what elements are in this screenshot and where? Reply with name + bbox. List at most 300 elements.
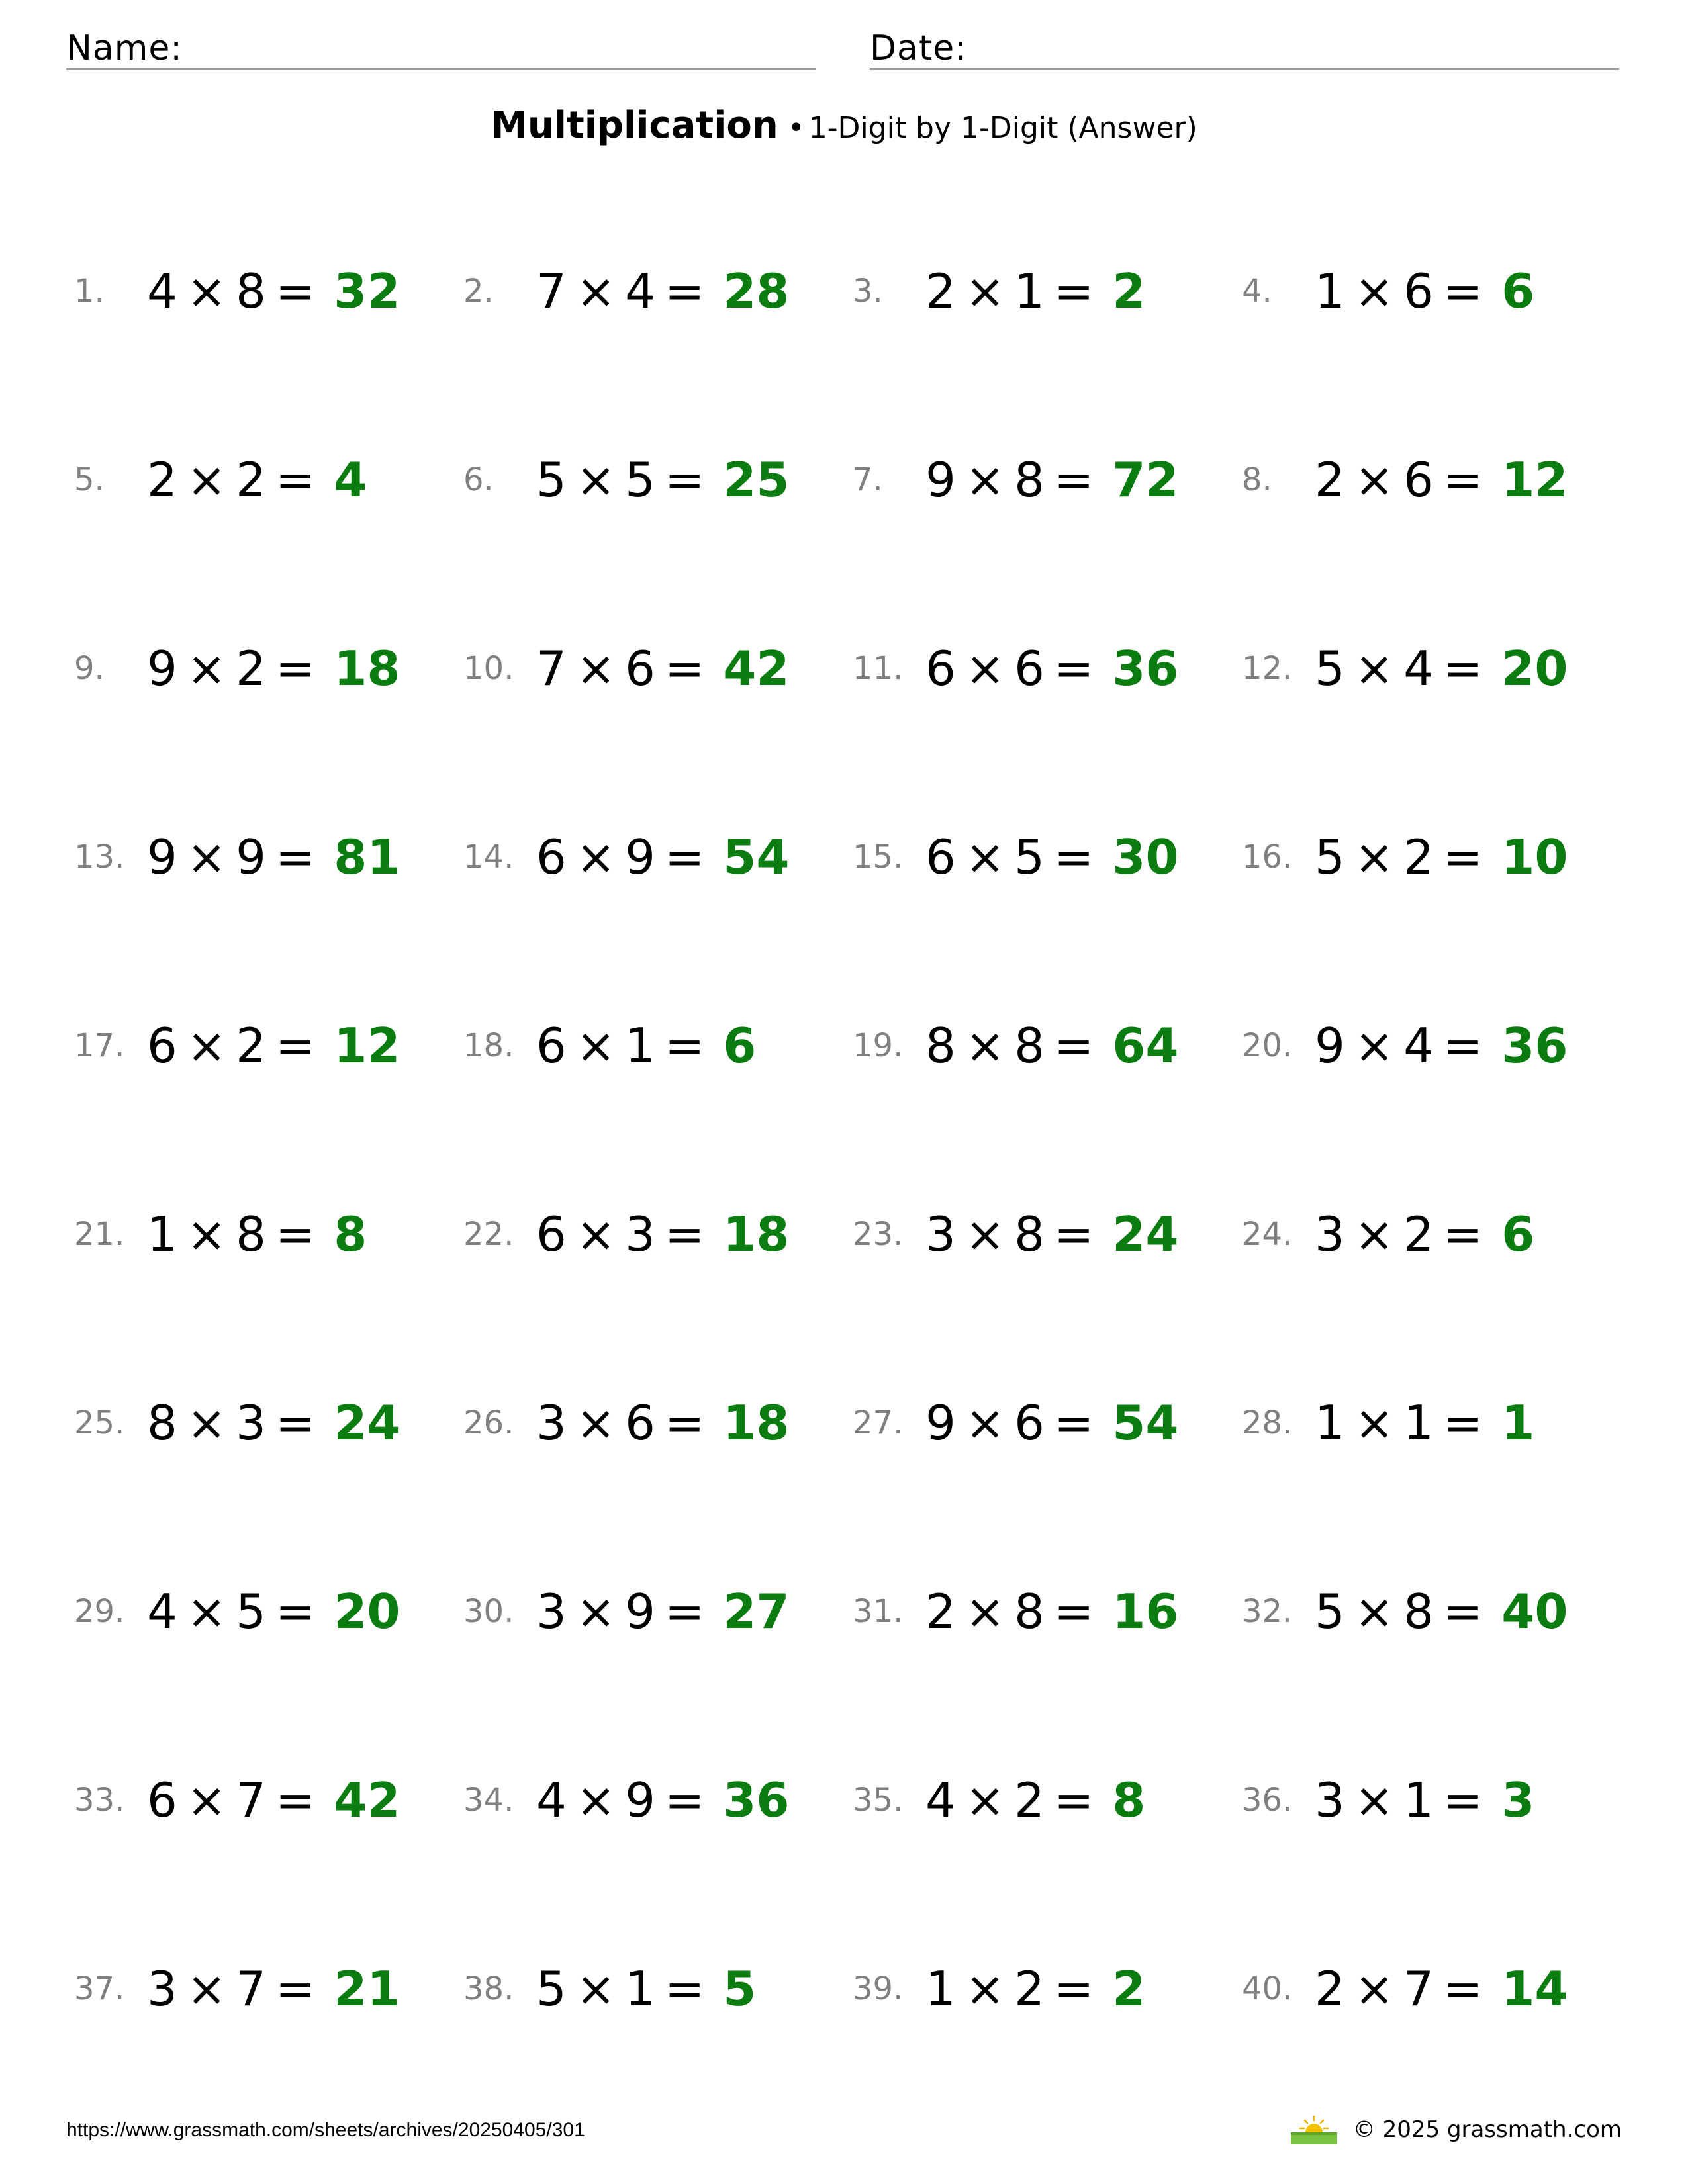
operand-a: 4 xyxy=(147,263,177,319)
problem-number: 36. xyxy=(1242,1782,1293,1819)
times-sign: × xyxy=(1354,1206,1395,1262)
problem-item xyxy=(463,1956,853,2144)
grass-sun-logo-icon xyxy=(1291,2115,1337,2144)
equals-sign: = xyxy=(1053,1584,1094,1639)
operand-a: 2 xyxy=(925,263,956,319)
equals-sign: = xyxy=(664,1395,705,1451)
problem-expression xyxy=(147,1772,400,1828)
problem-number: 23. xyxy=(853,1216,904,1253)
answer: 20 xyxy=(334,1584,400,1639)
problem-expression xyxy=(536,1961,757,2017)
operand-a: 6 xyxy=(147,1772,177,1828)
equals-sign: = xyxy=(1053,1018,1094,1073)
operand-a: 3 xyxy=(1315,1206,1345,1262)
problem-number: 18. xyxy=(463,1027,514,1064)
operand-b: 8 xyxy=(1014,1206,1045,1262)
problem-item xyxy=(74,1578,463,1767)
operand-b: 6 xyxy=(1403,452,1434,508)
answer: 5 xyxy=(723,1961,757,2017)
times-sign: × xyxy=(186,1772,227,1828)
problem-number: 35. xyxy=(853,1782,904,1819)
answer: 28 xyxy=(723,263,790,319)
operand-a: 5 xyxy=(1315,1584,1345,1639)
answer: 27 xyxy=(723,1584,790,1639)
operand-a: 6 xyxy=(536,1206,567,1262)
operand-b: 5 xyxy=(1014,829,1045,885)
problem-expression xyxy=(147,1395,400,1451)
answer: 40 xyxy=(1501,1584,1568,1639)
operand-b: 8 xyxy=(1014,452,1045,508)
answer: 72 xyxy=(1112,452,1179,508)
problem-expression xyxy=(536,452,790,508)
problem-number: 8. xyxy=(1242,461,1272,498)
operand-a: 6 xyxy=(925,641,956,696)
problem-number: 19. xyxy=(853,1027,904,1064)
operand-a: 2 xyxy=(147,452,177,508)
equals-sign: = xyxy=(1053,1395,1094,1451)
times-sign: × xyxy=(575,1584,616,1639)
problem-expression xyxy=(536,641,790,696)
problem-number: 22. xyxy=(463,1216,514,1253)
name-label: Name: xyxy=(66,28,183,68)
problem-expression xyxy=(925,1961,1146,2017)
answer: 16 xyxy=(1112,1584,1179,1639)
times-sign: × xyxy=(1354,1018,1395,1073)
problem-number: 37. xyxy=(74,1970,125,2007)
operand-a: 9 xyxy=(147,641,177,696)
equals-sign: = xyxy=(275,1206,316,1262)
problem-item xyxy=(853,1767,1242,1956)
problem-expression xyxy=(925,641,1179,696)
copyright-text: © 2025 grassmath.com xyxy=(1352,2116,1622,2143)
operand-b: 9 xyxy=(625,1772,655,1828)
problem-item xyxy=(1242,824,1631,1013)
problem-expression xyxy=(147,829,400,885)
problem-number: 29. xyxy=(74,1593,125,1630)
operand-a: 3 xyxy=(147,1961,177,2017)
operand-b: 6 xyxy=(1014,641,1045,696)
title-separator: • xyxy=(787,111,805,145)
times-sign: × xyxy=(964,1584,1006,1639)
times-sign: × xyxy=(1354,1395,1395,1451)
answer: 10 xyxy=(1501,829,1568,885)
answer: 64 xyxy=(1112,1018,1179,1073)
equals-sign: = xyxy=(1442,1018,1483,1073)
problem-item xyxy=(74,447,463,635)
problem-expression xyxy=(536,263,790,319)
answer: 42 xyxy=(334,1772,400,1828)
equals-sign: = xyxy=(664,829,705,885)
problem-number: 11. xyxy=(853,650,904,687)
operand-b: 7 xyxy=(236,1961,266,2017)
operand-b: 9 xyxy=(625,829,655,885)
times-sign: × xyxy=(964,1961,1006,2017)
title-main: Multiplication xyxy=(491,104,778,147)
problem-item xyxy=(1242,1013,1631,1201)
operand-a: 9 xyxy=(925,452,956,508)
operand-b: 4 xyxy=(1403,641,1434,696)
equals-sign: = xyxy=(275,1395,316,1451)
problem-expression xyxy=(925,1584,1179,1639)
problem-expression xyxy=(1315,452,1568,508)
times-sign: × xyxy=(186,452,227,508)
problem-number: 20. xyxy=(1242,1027,1293,1064)
answer: 36 xyxy=(723,1772,790,1828)
operand-a: 7 xyxy=(536,263,567,319)
problem-expression xyxy=(925,829,1179,885)
problem-number: 2. xyxy=(463,273,494,310)
equals-sign: = xyxy=(664,641,705,696)
equals-sign: = xyxy=(664,1961,705,2017)
answer: 3 xyxy=(1501,1772,1535,1828)
problem-expression xyxy=(925,1018,1179,1073)
problem-number: 30. xyxy=(463,1593,514,1630)
problem-number: 10. xyxy=(463,650,514,687)
problem-item xyxy=(853,1578,1242,1767)
times-sign: × xyxy=(186,641,227,696)
operand-b: 6 xyxy=(625,641,655,696)
equals-sign: = xyxy=(1442,1772,1483,1828)
times-sign: × xyxy=(1354,452,1395,508)
equals-sign: = xyxy=(275,1584,316,1639)
problem-expression xyxy=(147,1206,367,1262)
equals-sign: = xyxy=(1053,452,1094,508)
problem-expression xyxy=(1315,1772,1535,1828)
operand-a: 9 xyxy=(147,829,177,885)
problem-expression xyxy=(536,1206,790,1262)
times-sign: × xyxy=(575,641,616,696)
problem-number: 17. xyxy=(74,1027,125,1064)
equals-sign: = xyxy=(1442,1961,1483,2017)
problem-expression xyxy=(147,1018,400,1073)
problem-expression xyxy=(925,263,1146,319)
answer: 12 xyxy=(1501,452,1568,508)
problem-item xyxy=(463,1201,853,1390)
problem-number: 3. xyxy=(853,273,883,310)
answer: 6 xyxy=(1501,1206,1535,1262)
operand-a: 1 xyxy=(1315,1395,1345,1451)
date-label: Date: xyxy=(870,28,967,68)
problem-item xyxy=(1242,1767,1631,1956)
problem-number: 9. xyxy=(74,650,105,687)
problem-expression xyxy=(925,452,1179,508)
answer: 24 xyxy=(1112,1206,1179,1262)
problem-expression xyxy=(925,1772,1146,1828)
equals-sign: = xyxy=(1442,1206,1483,1262)
equals-sign: = xyxy=(664,263,705,319)
equals-sign: = xyxy=(1053,829,1094,885)
times-sign: × xyxy=(1354,829,1395,885)
problem-expression xyxy=(1315,1018,1568,1073)
problem-expression xyxy=(147,263,400,319)
times-sign: × xyxy=(575,1206,616,1262)
problem-item xyxy=(74,1013,463,1201)
operand-b: 8 xyxy=(236,263,266,319)
worksheet-title xyxy=(0,104,1688,147)
problem-item xyxy=(1242,1201,1631,1390)
answer: 14 xyxy=(1501,1961,1568,2017)
operand-a: 6 xyxy=(536,829,567,885)
equals-sign: = xyxy=(1053,1772,1094,1828)
operand-b: 9 xyxy=(625,1584,655,1639)
problem-item xyxy=(74,1956,463,2144)
times-sign: × xyxy=(186,1018,227,1073)
times-sign: × xyxy=(964,1772,1006,1828)
problem-item xyxy=(853,824,1242,1013)
equals-sign: = xyxy=(1053,1961,1094,2017)
problem-item xyxy=(463,824,853,1013)
operand-a: 2 xyxy=(1315,452,1345,508)
times-sign: × xyxy=(575,1961,616,2017)
problem-expression xyxy=(1315,1584,1568,1639)
problem-item xyxy=(853,635,1242,824)
problem-item xyxy=(853,1956,1242,2144)
times-sign: × xyxy=(1354,1961,1395,2017)
operand-a: 6 xyxy=(147,1018,177,1073)
answer: 25 xyxy=(723,452,790,508)
answer: 54 xyxy=(1112,1395,1179,1451)
problem-number: 28. xyxy=(1242,1404,1293,1441)
operand-b: 3 xyxy=(236,1395,266,1451)
times-sign: × xyxy=(1354,1772,1395,1828)
times-sign: × xyxy=(575,452,616,508)
operand-b: 4 xyxy=(1403,1018,1434,1073)
answer: 1 xyxy=(1501,1395,1535,1451)
problem-number: 27. xyxy=(853,1404,904,1441)
times-sign: × xyxy=(186,829,227,885)
operand-b: 5 xyxy=(236,1584,266,1639)
problem-number: 7. xyxy=(853,461,883,498)
problem-number: 13. xyxy=(74,839,125,876)
problem-number: 24. xyxy=(1242,1216,1293,1253)
problem-item xyxy=(463,1013,853,1201)
problem-item xyxy=(74,258,463,447)
answer: 8 xyxy=(334,1206,367,1262)
equals-sign: = xyxy=(1442,641,1483,696)
answer: 6 xyxy=(723,1018,757,1073)
answer: 21 xyxy=(334,1961,400,2017)
operand-b: 7 xyxy=(1403,1961,1434,2017)
operand-b: 8 xyxy=(236,1206,266,1262)
times-sign: × xyxy=(186,1206,227,1262)
operand-a: 5 xyxy=(1315,641,1345,696)
equals-sign: = xyxy=(664,1018,705,1073)
operand-b: 2 xyxy=(236,452,266,508)
problem-expression xyxy=(1315,1961,1568,2017)
times-sign: × xyxy=(1354,263,1395,319)
operand-a: 4 xyxy=(925,1772,956,1828)
problem-item xyxy=(853,258,1242,447)
problem-number: 39. xyxy=(853,1970,904,2007)
operand-a: 3 xyxy=(536,1395,567,1451)
times-sign: × xyxy=(186,263,227,319)
problem-number: 15. xyxy=(853,839,904,876)
equals-sign: = xyxy=(664,1772,705,1828)
problem-item xyxy=(853,1201,1242,1390)
problem-item xyxy=(1242,447,1631,635)
problem-number: 4. xyxy=(1242,273,1272,310)
problem-expression xyxy=(147,641,400,696)
equals-sign: = xyxy=(275,452,316,508)
operand-a: 1 xyxy=(147,1206,177,1262)
problem-item xyxy=(1242,635,1631,824)
operand-b: 1 xyxy=(1014,263,1045,319)
problem-item xyxy=(463,1578,853,1767)
operand-b: 4 xyxy=(625,263,655,319)
problem-expression xyxy=(536,829,790,885)
problem-number: 12. xyxy=(1242,650,1293,687)
equals-sign: = xyxy=(275,829,316,885)
times-sign: × xyxy=(186,1961,227,2017)
operand-a: 7 xyxy=(536,641,567,696)
operand-b: 1 xyxy=(625,1018,655,1073)
operand-b: 7 xyxy=(236,1772,266,1828)
equals-sign: = xyxy=(1053,1206,1094,1262)
problem-grid xyxy=(74,258,1636,2138)
problem-number: 1. xyxy=(74,273,105,310)
problem-expression xyxy=(147,452,367,508)
times-sign: × xyxy=(964,829,1006,885)
problem-number: 14. xyxy=(463,839,514,876)
answer: 2 xyxy=(1112,1961,1146,2017)
problem-item xyxy=(74,1767,463,1956)
problem-expression xyxy=(536,1584,790,1639)
answer: 36 xyxy=(1501,1018,1568,1073)
operand-a: 5 xyxy=(536,1961,567,2017)
equals-sign: = xyxy=(275,1018,316,1073)
equals-sign: = xyxy=(1053,641,1094,696)
times-sign: × xyxy=(575,1018,616,1073)
operand-b: 2 xyxy=(1014,1772,1045,1828)
answer: 2 xyxy=(1112,263,1146,319)
operand-b: 8 xyxy=(1403,1584,1434,1639)
times-sign: × xyxy=(575,829,616,885)
operand-a: 1 xyxy=(925,1961,956,2017)
problem-item xyxy=(853,1013,1242,1201)
problem-expression xyxy=(147,1584,400,1639)
times-sign: × xyxy=(575,1395,616,1451)
answer: 54 xyxy=(723,829,790,885)
equals-sign: = xyxy=(1442,452,1483,508)
problem-expression xyxy=(1315,1395,1535,1451)
operand-b: 2 xyxy=(1403,1206,1434,1262)
problem-number: 31. xyxy=(853,1593,904,1630)
operand-a: 3 xyxy=(536,1584,567,1639)
times-sign: × xyxy=(964,1395,1006,1451)
problem-item xyxy=(74,1201,463,1390)
answer: 24 xyxy=(334,1395,400,1451)
operand-b: 6 xyxy=(1014,1395,1045,1451)
problem-item xyxy=(463,1390,853,1578)
answer: 30 xyxy=(1112,829,1179,885)
name-field[interactable] xyxy=(66,24,816,70)
times-sign: × xyxy=(964,452,1006,508)
answer: 18 xyxy=(334,641,400,696)
problem-item xyxy=(853,447,1242,635)
operand-a: 6 xyxy=(536,1018,567,1073)
equals-sign: = xyxy=(664,1584,705,1639)
answer: 36 xyxy=(1112,641,1179,696)
operand-b: 2 xyxy=(236,641,266,696)
problem-number: 40. xyxy=(1242,1970,1293,2007)
problem-number: 34. xyxy=(463,1782,514,1819)
problem-expression xyxy=(536,1772,790,1828)
operand-a: 8 xyxy=(925,1018,956,1073)
equals-sign: = xyxy=(1442,263,1483,319)
title-subtitle: 1-Digit by 1-Digit (Answer) xyxy=(808,111,1197,145)
times-sign: × xyxy=(575,1772,616,1828)
answer: 6 xyxy=(1501,263,1535,319)
operand-a: 3 xyxy=(1315,1772,1345,1828)
answer: 4 xyxy=(334,452,367,508)
operand-b: 2 xyxy=(1014,1961,1045,2017)
equals-sign: = xyxy=(664,452,705,508)
problem-expression xyxy=(536,1018,757,1073)
problem-expression xyxy=(1315,829,1568,885)
times-sign: × xyxy=(964,641,1006,696)
problem-number: 33. xyxy=(74,1782,125,1819)
problem-expression xyxy=(925,1206,1179,1262)
problem-number: 6. xyxy=(463,461,494,498)
footer-url[interactable]: https://www.grassmath.com/sheets/archives/20250405/301 xyxy=(66,2119,585,2141)
equals-sign: = xyxy=(275,641,316,696)
problem-number: 21. xyxy=(74,1216,125,1253)
equals-sign: = xyxy=(275,263,316,319)
answer: 18 xyxy=(723,1206,790,1262)
times-sign: × xyxy=(186,1584,227,1639)
problem-item xyxy=(853,1390,1242,1578)
operand-a: 8 xyxy=(147,1395,177,1451)
operand-a: 4 xyxy=(536,1772,567,1828)
operand-b: 3 xyxy=(625,1206,655,1262)
answer: 18 xyxy=(723,1395,790,1451)
operand-a: 2 xyxy=(925,1584,956,1639)
operand-b: 8 xyxy=(1014,1018,1045,1073)
problem-item xyxy=(1242,258,1631,447)
equals-sign: = xyxy=(275,1772,316,1828)
equals-sign: = xyxy=(1442,1584,1483,1639)
problem-item xyxy=(463,635,853,824)
times-sign: × xyxy=(575,263,616,319)
problem-expression xyxy=(536,1395,790,1451)
problem-expression xyxy=(1315,641,1568,696)
answer: 8 xyxy=(1112,1772,1146,1828)
answer: 32 xyxy=(334,263,400,319)
problem-item xyxy=(74,635,463,824)
problem-item xyxy=(74,1390,463,1578)
problem-number: 5. xyxy=(74,461,105,498)
problem-expression xyxy=(1315,263,1535,319)
answer: 42 xyxy=(723,641,790,696)
problem-item xyxy=(1242,1390,1631,1578)
operand-b: 1 xyxy=(1403,1772,1434,1828)
problem-item xyxy=(463,258,853,447)
equals-sign: = xyxy=(275,1961,316,2017)
problem-number: 25. xyxy=(74,1404,125,1441)
operand-a: 5 xyxy=(1315,829,1345,885)
operand-a: 6 xyxy=(925,829,956,885)
operand-b: 1 xyxy=(625,1961,655,2017)
operand-a: 3 xyxy=(925,1206,956,1262)
times-sign: × xyxy=(964,263,1006,319)
equals-sign: = xyxy=(1053,263,1094,319)
operand-a: 9 xyxy=(1315,1018,1345,1073)
operand-b: 1 xyxy=(1403,1395,1434,1451)
operand-b: 6 xyxy=(1403,263,1434,319)
times-sign: × xyxy=(1354,1584,1395,1639)
date-field[interactable] xyxy=(870,24,1619,70)
problem-item xyxy=(1242,1578,1631,1767)
